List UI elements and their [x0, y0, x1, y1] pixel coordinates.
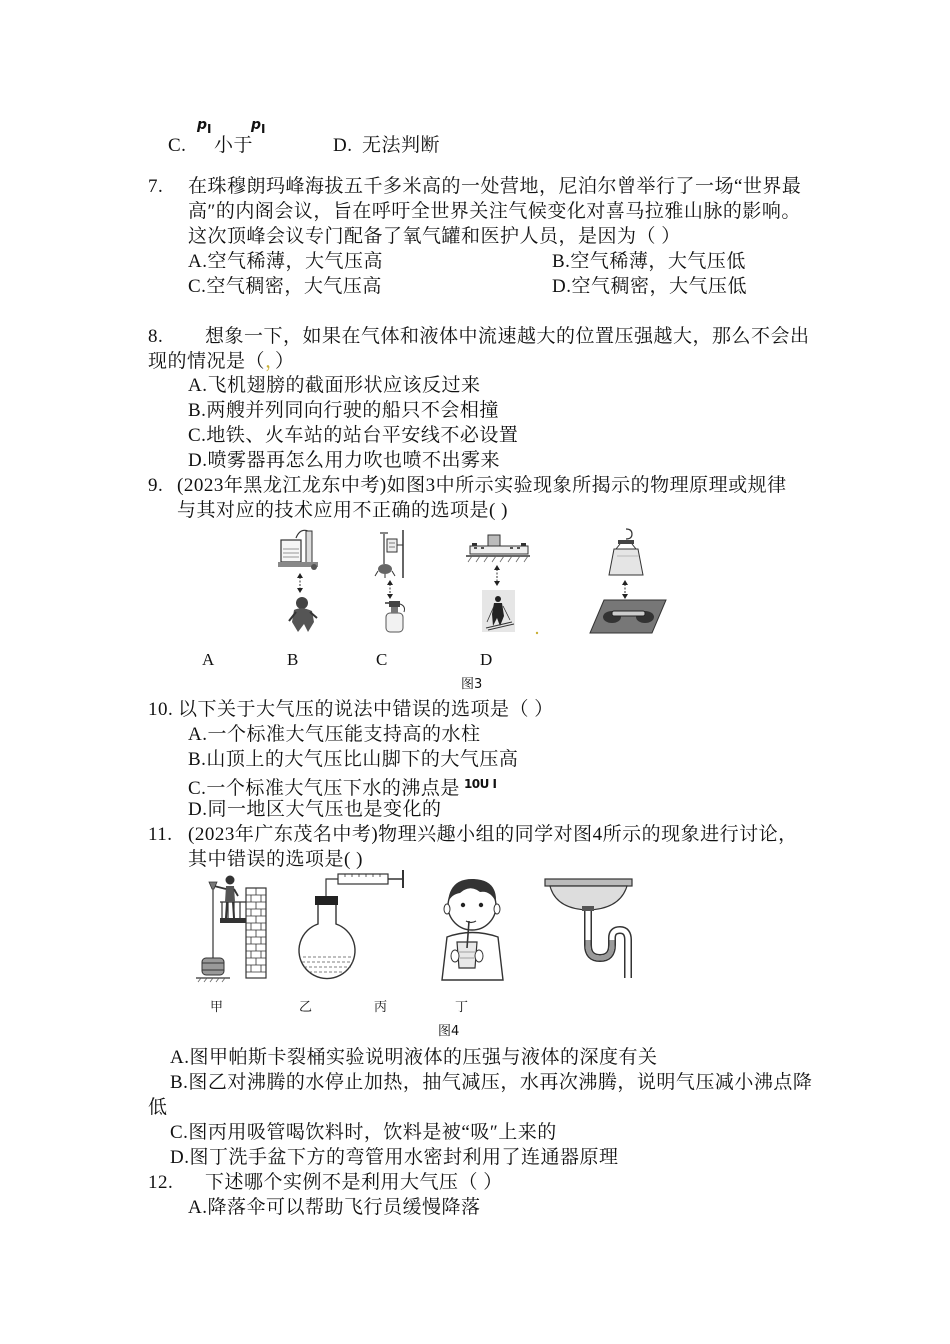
fig4-jia-barrel — [196, 958, 230, 982]
q10-option-c — [188, 772, 497, 797]
fig3-label-d: D — [480, 650, 493, 669]
q7-stem-line-3: 这次顶峰会议专门配备了氧气罐和医护人员，是因为（ ） — [188, 226, 681, 247]
fig4-yi-stopper — [315, 896, 338, 905]
fig3-c-skier — [482, 590, 515, 632]
q9-number: 9. — [148, 475, 164, 496]
fig3-d-suction-cups — [590, 600, 666, 633]
fig3-b-arrow — [387, 580, 393, 599]
q6-option-c-symbol-a: p — [197, 117, 208, 133]
fig4-caption: 图4 — [438, 1024, 460, 1039]
fig4-label-bing: 丙 — [374, 1000, 388, 1015]
q9-stem-line-1: (2023年黑龙江龙东中考)如图3中所示实验现象所揭示的物理原理或规律 — [177, 475, 787, 496]
q6-option-c-symbol-b: p — [251, 117, 262, 133]
q11-option-b-continued: 低 — [148, 1097, 168, 1118]
q6-option-c-relation: 小于 — [214, 135, 254, 156]
q12-number: 12. — [148, 1172, 174, 1193]
q11-option-c: C.图丙用吸管喝饮料时，饮料是被“吸″上来的 — [170, 1122, 557, 1143]
q10-stem: 以下关于大气压的说法中错误的选项是（ ） — [178, 699, 554, 720]
fig3-d-arrow — [622, 580, 628, 599]
q7-option-d: D.空气稠密，大气压低 — [552, 276, 747, 297]
q8-answer-mark: ， — [265, 351, 276, 372]
q9-stem-line-2: 与其对应的技术应用不正确的选项是( ) — [177, 500, 508, 521]
q10-option-c-glyph: 10U I — [463, 777, 497, 791]
q8-stem-line-1: 想象一下，如果在气体和液体中流速越大的位置压强越大，那么不会出 — [205, 326, 810, 347]
q8-stem-line-2-text: 现的情况是（ — [148, 351, 266, 372]
fig3-a-apparatus — [278, 530, 318, 570]
q11-option-a: A.图甲帕斯卡裂桶实验说明液体的压强与液体的深度有关 — [170, 1047, 658, 1068]
fig4-ding-sink — [545, 879, 632, 911]
fig4-label-jia: 甲 — [210, 1000, 224, 1015]
q7-stem-line-1: 在珠穆朗玛峰海拔五千多米高的一处营地，尼泊尔曾举行了一场“世界最 — [188, 176, 802, 197]
fig3-caption: 图3 — [461, 677, 483, 692]
q10-option-b: B.山顶上的大气压比山脚下的大气压高 — [188, 749, 519, 770]
q8-stem-line-2 — [148, 349, 295, 374]
fig3-a-arrow — [297, 573, 303, 593]
q12-stem: 下述哪个实例不是利用大气压（ ） — [205, 1172, 503, 1193]
q6-option-c-symbol-a-mark: I — [207, 122, 212, 136]
q11-number: 11. — [148, 824, 173, 845]
q6-option-c-label: C. — [168, 135, 187, 156]
figure-3 — [260, 520, 680, 645]
q8-option-a: A.飞机翅膀的截面形状应该反过来 — [188, 375, 481, 396]
q12-option-a: A.降落伞可以帮助飞行员缓慢降落 — [188, 1197, 481, 1218]
fig4-label-yi: 乙 — [299, 1000, 313, 1015]
fig4-yi-syringe — [338, 870, 403, 888]
q7-option-b: B.空气稀薄，大气压低 — [552, 251, 746, 272]
figure-4 — [185, 865, 645, 985]
fig4-jia-brick-wall — [246, 888, 266, 978]
q11-stem-line-2: 其中错误的选项是( ) — [188, 849, 363, 870]
q7-stem-line-2: 高″的内阁会议，旨在呼吁全世界关注气候变化对喜马拉雅山脉的影响。 — [188, 201, 801, 222]
q7-number: 7. — [148, 176, 164, 197]
fig3-label-c: C — [376, 650, 388, 669]
fig4-yi-flask — [299, 905, 355, 979]
q6-option-d-text: 无法判断 — [362, 135, 441, 156]
q8-option-d: D.喷雾器再怎么用力吹也喷不出雾来 — [188, 450, 500, 471]
q10-option-c-text: C.一个标准大气压下水的沸点是 — [188, 778, 460, 799]
fig3-d-apparatus — [609, 529, 643, 575]
q11-stem-line-1: (2023年广东茂名中考)物理兴趣小组的同学对图4所示的现象进行讨论， — [188, 824, 798, 845]
q7-option-c: C.空气稠密，大气压高 — [188, 276, 382, 297]
fig3-c-apparatus — [466, 535, 530, 562]
q10-option-a: A.一个标准大气压能支持高的水柱 — [188, 724, 481, 745]
q7-option-a: A.空气稀薄，大气压高 — [188, 251, 383, 272]
q6-option-d-label: D. — [333, 135, 353, 156]
q11-option-d: D.图丁洗手盆下方的弯管用水密封利用了连通器原理 — [170, 1147, 619, 1168]
fig4-label-ding: 丁 — [455, 1000, 469, 1015]
fig3-b-apparatus — [375, 530, 403, 578]
q8-stem-line-2-close: ） — [275, 351, 295, 372]
q11-option-b: B.图乙对沸腾的水停止加热，抽气减压，水再次沸腾，说明气压减小沸点降 — [170, 1072, 813, 1093]
q10-number: 10. — [148, 699, 174, 720]
fig3-label-b: B — [287, 650, 299, 669]
fig3-label-a: A — [202, 650, 215, 669]
fig3-stray-mark — [536, 632, 538, 634]
q6-option-c-symbol-b-mark: I — [261, 122, 266, 136]
fig3-b-spray-bottle — [385, 601, 405, 632]
q10-option-d: D.同一地区大气压也是变化的 — [188, 799, 442, 820]
fig4-ding-u-trap — [588, 911, 628, 978]
q8-option-b: B.两艘并列同向行驶的船只不会相撞 — [188, 400, 499, 421]
fig3-a-diver — [289, 597, 317, 632]
fig4-yi-tube — [326, 879, 338, 897]
fig3-c-arrow — [494, 565, 500, 586]
q8-number: 8. — [148, 326, 164, 347]
q8-option-c: C.地铁、火车站的站台平安线不必设置 — [188, 425, 519, 446]
